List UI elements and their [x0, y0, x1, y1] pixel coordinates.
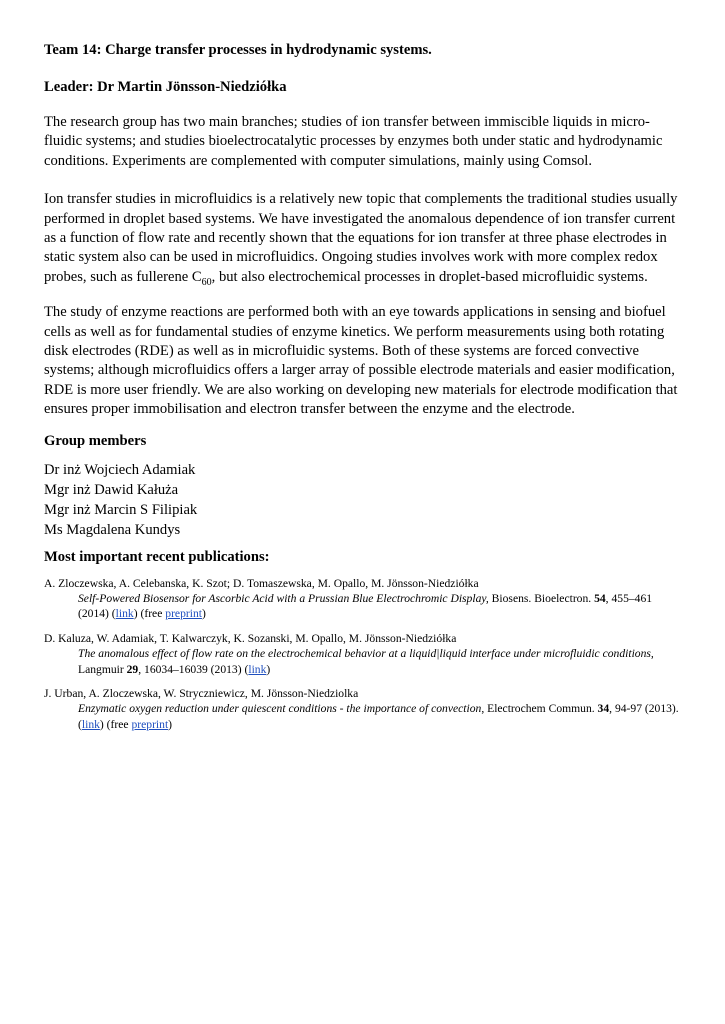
fullerene-subscript: 60: [201, 276, 212, 288]
ion-transfer-text-end: , but also electrochemical processes in droplet-based microfluidic systems.: [211, 268, 648, 285]
team-leader: Leader: Dr Martin Jönsson-Niedziółka: [44, 79, 287, 95]
publication-detail: [78, 701, 684, 732]
publication-volume: 29: [126, 662, 139, 676]
preprint-link[interactable]: preprint: [165, 607, 202, 621]
publication-item: [44, 631, 684, 677]
group-member: Mgr inż Dawid Kałuża: [44, 481, 179, 498]
publication-link[interactable]: link: [115, 607, 134, 621]
publication-volume: 54: [594, 592, 606, 605]
publication-end: ): [168, 717, 173, 731]
publication-title: The anomalous effect of flow rate on the electrochemical behavior at a liquid|liquid interface under microfluidic conditions,: [78, 647, 654, 661]
publications-heading: Most important recent publications:: [44, 548, 270, 565]
publication-item: [44, 576, 684, 622]
group-member: Mgr inż Marcin S Filipiak: [44, 501, 198, 518]
publication-authors: D. Kaluza, W. Adamiak, T. Kalwarczyk, K. Sozanski, M. Opallo, M. Jönsson-Niedziółka: [44, 631, 457, 645]
publication-sep: ) (free: [133, 607, 166, 621]
publication-title: Enzymatic oxygen reduction under quiescent conditions - the importance of convection: [78, 702, 482, 716]
publication-journal: Langmuir: [78, 662, 127, 676]
document-content: [44, 40, 684, 741]
publication-pages: , 94-97 (2013). (: [78, 702, 679, 731]
publication-link[interactable]: link: [81, 717, 100, 731]
publications-list: [44, 576, 684, 733]
enzyme-paragraph: The study of enzyme reactions are performed both with an eye towards applications in sensing and biofuel cells as well as for fundamental studies of enzyme kinetics. We perform measurements using both rotating disk electrodes (RDE) as well as in microfluidic systems. Both of these systems are forced convective systems; although microfluidics offers a larger array of possible electrode materials and easier modification, RDE is more user friendly. We are also working on developing new materials for electrode modification that ensures proper immobilisation and electron transfer between the enzyme and the electrode.: [44, 304, 678, 418]
group-members-heading: Group members: [44, 432, 147, 449]
publication-authors: J. Urban, A. Zloczewska, W. Stryczniewicz, M. Jönsson-Niedziolka: [44, 687, 359, 701]
publication-volume: 34: [597, 702, 610, 716]
publication-journal: Biosens. Bioelectron.: [488, 592, 595, 605]
publication-pages: , 455–461 (2014) (: [78, 592, 653, 621]
publication-detail: [78, 591, 684, 622]
publication-link[interactable]: link: [248, 662, 267, 676]
team-title: Team 14: Charge transfer processes in hydrodynamic systems.: [44, 42, 432, 58]
publication-journal: , Electrochem Commun.: [481, 702, 598, 716]
ion-transfer-text: Ion transfer studies in microfluidics is a relatively new topic that complements the traditional studies usually performed in droplet based systems. We have investigated the anomalous dependence of ion transfer current as a function of flow rate and recently shown that the equations for ion transfer at three phase electrodes in static system also can be used in microfluidics. Ongoing studies involves work with more complex redox probes, such as fullerene C: [44, 191, 678, 285]
publication-title: Self-Powered Biosensor for Ascorbic Acid with a Prussian Blue Electrochromic Display,: [78, 592, 489, 605]
publication-pages: , 16034–16039 (2013) (: [138, 662, 249, 676]
ion-transfer-paragraph: [44, 190, 684, 292]
group-member: Ms Magdalena Kundys: [44, 521, 181, 538]
publication-detail: [78, 646, 684, 677]
publication-end: ): [266, 662, 271, 676]
group-members-list: [44, 460, 684, 540]
publication-end: ): [201, 607, 206, 621]
group-member: Dr inż Wojciech Adamiak: [44, 461, 196, 478]
publication-sep: ) (free: [99, 717, 132, 731]
publication-authors: A. Zloczewska, A. Celebanska, K. Szot; D. Tomaszewska, M. Opallo, M. Jönsson-Niedziółka: [44, 576, 479, 590]
publication-item: [44, 686, 684, 732]
preprint-link[interactable]: preprint: [131, 717, 169, 731]
intro-paragraph: The research group has two main branches; studies of ion transfer between immiscible liquids in micro-fluidic systems; and studies bioelectrocatalytic processes by enzymes both under static and hydrodynamic conditions. Experiments are complemented with computer simulations, mainly using Comsol.: [44, 114, 663, 169]
